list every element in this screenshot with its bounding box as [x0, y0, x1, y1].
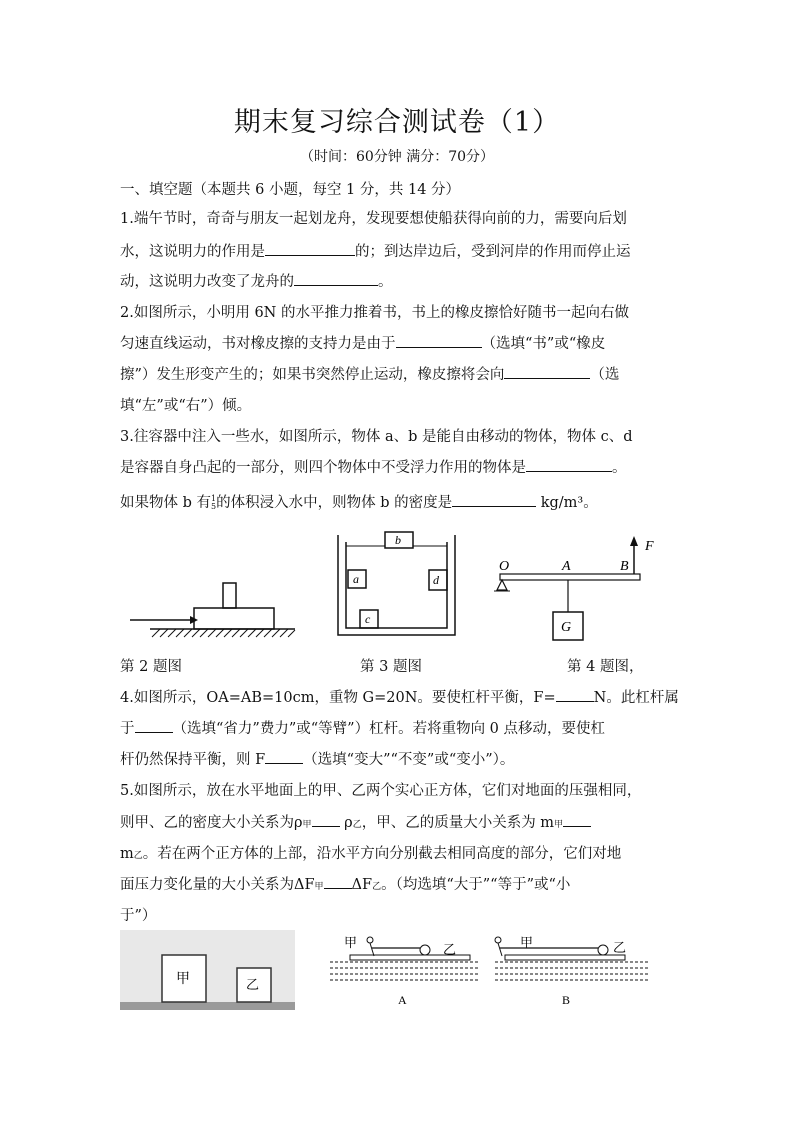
A-person-body — [370, 943, 374, 956]
q5-text-a: 则甲、乙的密度大小关系为ρ — [120, 815, 303, 831]
force-arrow-head — [630, 536, 638, 546]
B-person-body — [498, 943, 502, 956]
q2-blank-2[interactable] — [504, 364, 590, 379]
q2-text-c: 擦”）发生形变产生的；如果书突然停止运动，橡皮擦将会向 — [120, 367, 505, 383]
q2-text-d: （选 — [590, 367, 620, 383]
q1-blank-1[interactable] — [265, 241, 355, 256]
scene-label-A: A — [398, 993, 407, 1007]
q2-line3 — [120, 363, 619, 384]
label-d: d — [433, 573, 439, 587]
q5-sub-jia-1: 甲 — [302, 820, 312, 830]
q2-blank-1[interactable] — [396, 333, 482, 348]
q4-text-b: N。此杠杆属 — [593, 690, 679, 706]
q1-text-b: 的；到达岸边后，受到河岸的作用而停止运 — [355, 244, 631, 260]
book — [194, 608, 274, 629]
q4-blank-3[interactable] — [265, 749, 303, 764]
figure-2-book-push — [120, 570, 300, 645]
q2-text-b: （选填“书”或“橡皮 — [481, 336, 606, 352]
section-heading: 一、填空题（本题共 6 小题，每空 1 分，共 14 分） — [120, 182, 461, 198]
B-person-head — [495, 937, 501, 943]
q5-line3 — [120, 842, 621, 863]
q5-line5: 于”） — [120, 908, 157, 924]
q4-text-a: 4.如图所示，OA=AB=10cm，重物 G=20N。要使杠杆平衡，F= — [120, 690, 556, 706]
q4-line2 — [120, 717, 605, 738]
q5-sub-jia-3: 甲 — [314, 882, 324, 892]
q5-text-g: ΔF — [351, 877, 373, 893]
q5-sub-jia-2: 甲 — [554, 820, 564, 830]
label-b: b — [395, 533, 401, 547]
q3-line1: 3.往容器中注入一些水，如图所示，物体 a、b 是能自由移动的物体，物体 c、d — [120, 429, 633, 445]
page-title: 期末复习综合测试卷（1） — [233, 107, 561, 138]
q4-text-e: 杆仍然保持平衡，则 F — [120, 752, 266, 768]
q2-line4: 填“左”或“右”）倾。 — [120, 398, 252, 414]
ground — [120, 1002, 295, 1010]
label-c: c — [365, 612, 371, 626]
q5-sub-yi-2: 乙 — [133, 851, 143, 861]
q3-blank-1[interactable] — [526, 457, 612, 472]
q5-text-d: m — [120, 846, 134, 862]
q4-blank-2[interactable] — [135, 718, 173, 733]
q5-text-f: 面压力变化量的大小关系为ΔF — [120, 877, 315, 893]
figure-4-lever — [490, 530, 665, 645]
q4-text-f: （选填“变大”“不变”或“变小”）。 — [303, 752, 515, 768]
caption-fig2: 第 2 题图 — [120, 659, 182, 675]
q4-line3 — [120, 748, 514, 769]
caption-fig3: 第 3 题图 — [360, 659, 422, 675]
q4-blank-1[interactable] — [556, 687, 594, 702]
label-O: O — [499, 559, 510, 574]
q3-blank-2[interactable] — [452, 492, 536, 507]
exam-info: （时间：60分钟 满分：70分） — [299, 149, 495, 165]
q5-blank-1[interactable] — [312, 812, 340, 827]
ground-hatch — [152, 629, 295, 637]
q4-text-d: （选填“省力”费力”或“等臂”）杠杆。若将重物向 0 点移动，要使杠 — [172, 721, 606, 737]
figure-3-container — [330, 530, 460, 640]
B-label-jia: 甲 — [520, 936, 534, 951]
A-person-head — [367, 937, 373, 943]
label-yi: 乙 — [246, 978, 260, 993]
caption-fig4: 第 4 题图， — [567, 659, 644, 675]
q1-blank-2[interactable] — [294, 271, 378, 286]
q3-line3 — [120, 491, 598, 512]
q5-line1: 5.如图所示，放在水平地面上的甲、乙两个实心正方体，它们对地面的压强相同， — [120, 783, 642, 799]
scene-label-B: B — [562, 993, 571, 1007]
q3-text-d: 的体积浸入水中，则物体 b 的密度是 — [216, 495, 453, 511]
label-A: A — [562, 559, 571, 574]
q3-text-c: 如果物体 b 有 — [120, 495, 211, 511]
B-board — [505, 955, 625, 960]
figure-5-cubes — [120, 930, 295, 1010]
q5-text-h: 。（均选填“大于”“等于”或“小 — [381, 877, 571, 893]
q1-line2 — [120, 240, 631, 261]
q2-line1: 2.如图所示，小明用 6N 的水平推力推着书，书上的橡皮擦恰好随书一起向右做 — [120, 305, 629, 321]
q5-text-b: ρ — [339, 815, 353, 831]
q5-text-e: 。若在两个正方体的上部，沿水平方向分别截去相同高度的部分，它们对地 — [142, 846, 622, 862]
label-B: B — [620, 559, 629, 574]
fraction-den: 5 — [211, 502, 217, 511]
q5-line2 — [120, 811, 591, 832]
q1-text-a: 水，这说明力的作用是 — [120, 244, 265, 260]
q3-text-a: 是容器自身凸起的一部分，则四个物体中不受浮力作用的物体是 — [120, 460, 526, 476]
q5-text-c: ，甲、乙的质量大小关系为 m — [361, 815, 555, 831]
q1-text-d: 。 — [378, 274, 393, 290]
q5-blank-3[interactable] — [324, 874, 352, 889]
container-inner — [346, 542, 447, 628]
label-jia: 甲 — [176, 971, 190, 987]
label-F: F — [645, 539, 654, 554]
A-label-yi: 乙 — [443, 943, 457, 958]
q5-blank-2[interactable] — [563, 812, 591, 827]
fraction-num: 1 — [211, 494, 217, 503]
B-label-yi: 乙 — [613, 941, 627, 956]
label-a: a — [353, 572, 359, 586]
q3-line2 — [120, 456, 627, 477]
scene-A — [330, 936, 480, 1007]
q2-line2 — [120, 332, 605, 353]
q1-text-c: 动，这说明力改变了龙舟的 — [120, 274, 294, 290]
q1-line1: 1.端午节时，奇奇与朋友一起划龙舟，发现要想使船获得向前的力，需要向后划 — [120, 211, 627, 227]
A-label-jia: 甲 — [344, 936, 358, 951]
pivot — [497, 580, 507, 590]
figure-6-boats — [330, 930, 655, 1012]
q3-text-b: 。 — [612, 460, 627, 476]
eraser — [223, 583, 236, 608]
q5-sub-yi-1: 乙 — [352, 820, 362, 830]
B-pulley — [598, 945, 608, 955]
q5-line4 — [120, 873, 570, 894]
q5-sub-yi-3: 乙 — [372, 882, 382, 892]
q3-text-e: kg/m³。 — [536, 495, 598, 511]
q2-text-a: 匀速直线运动，书对橡皮擦的支持力是由于 — [120, 336, 396, 352]
lever-bar — [500, 574, 640, 580]
A-pulley — [420, 945, 430, 955]
q4-line1 — [120, 686, 679, 707]
scene-B — [495, 936, 648, 1007]
q1-line3 — [120, 270, 393, 291]
label-G: G — [561, 620, 572, 635]
q4-text-c: 于 — [120, 721, 135, 737]
